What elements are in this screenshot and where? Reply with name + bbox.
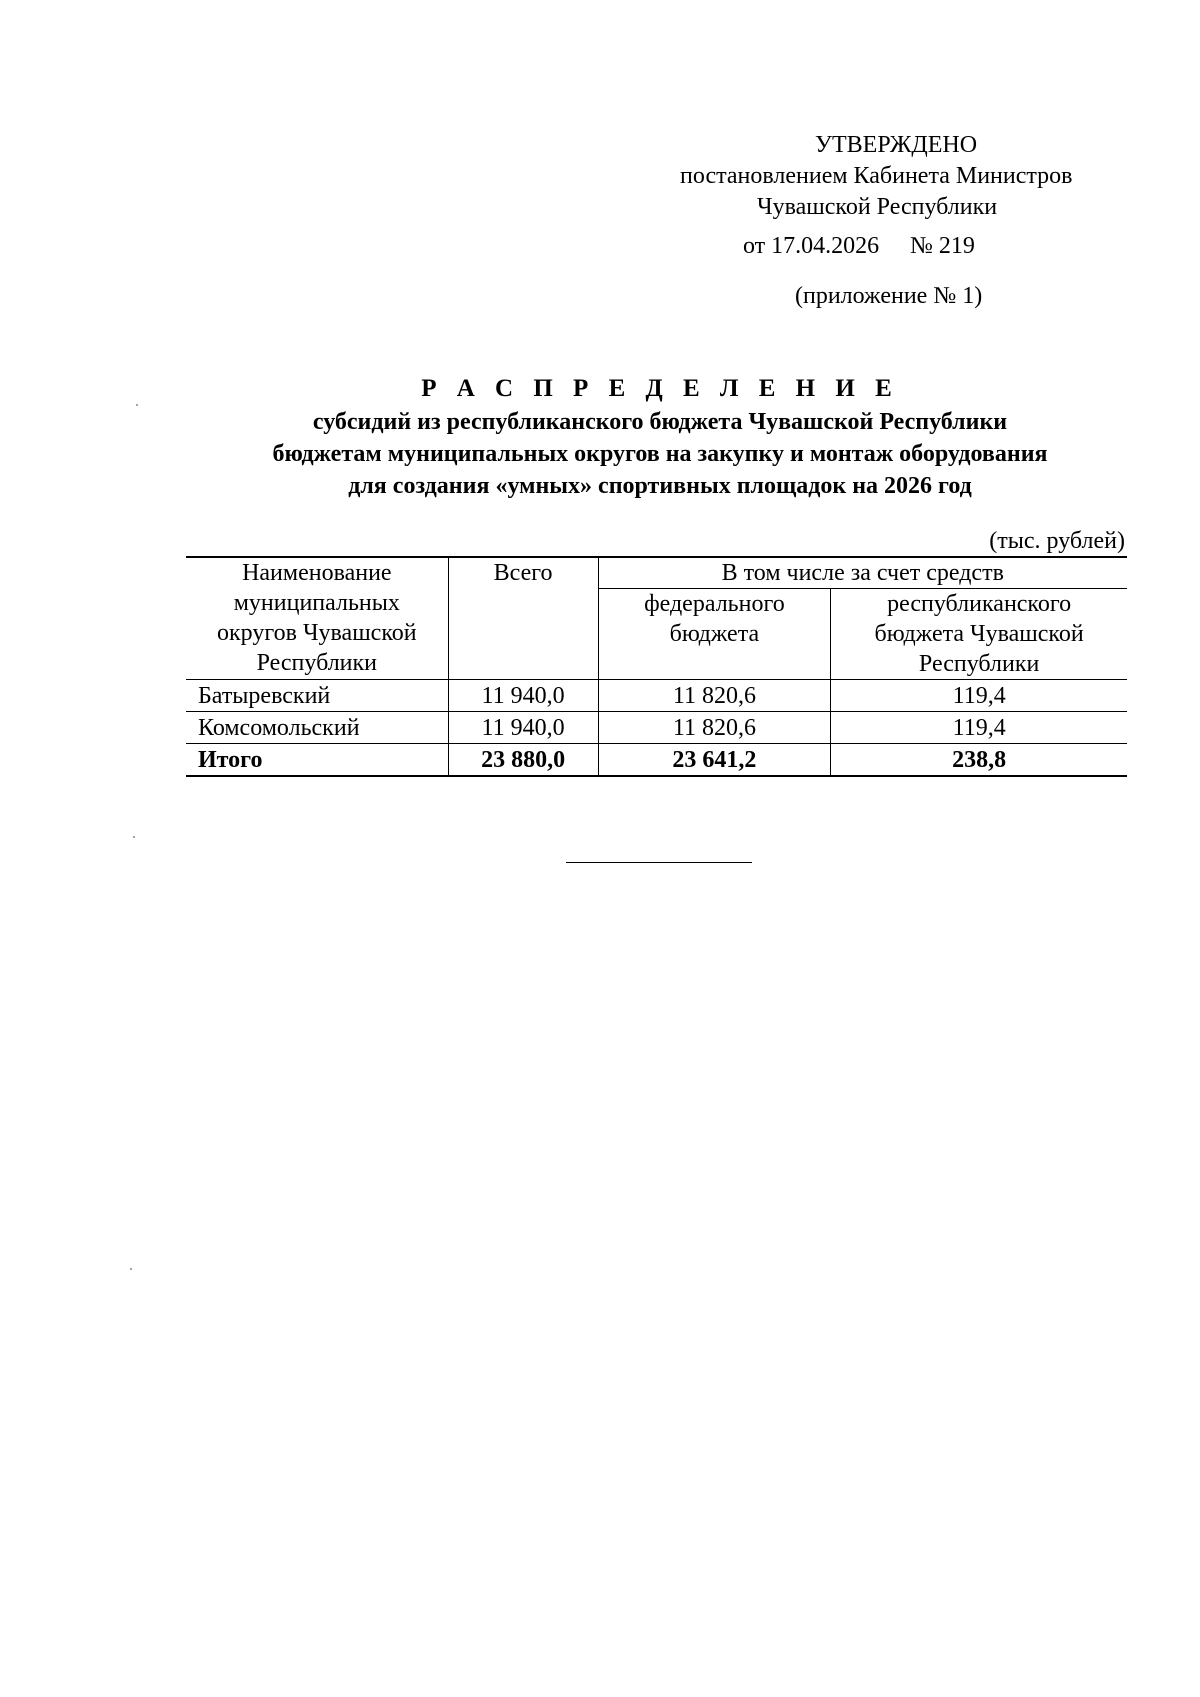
header-federal: федерального бюджета [598,589,831,680]
cell-name: Итого [186,744,448,777]
end-divider [566,862,752,863]
table-row [186,680,1127,712]
approval-date: от 17.04.2026 [743,233,880,259]
cell-republic: 119,4 [831,680,1127,712]
cell-federal: 11 820,6 [598,680,831,712]
approval-republic: Чувашской Республики [757,194,998,220]
approval-number: № 219 [910,233,975,259]
approval-authority: постановлением Кабинета Министров [680,163,1073,189]
distribution-table [186,556,1127,777]
table-header-row [186,557,1127,589]
header-total: Всего [448,557,598,680]
cell-name: Комсомольский [186,712,448,744]
cell-federal: 11 820,6 [598,712,831,744]
cell-federal: 23 641,2 [598,744,831,777]
units-label: (тыс. рублей) [989,528,1125,554]
table-row [186,712,1127,744]
title-line-3: для создания «умных» спортивных площадок на 2026 год [348,473,972,499]
scan-speck [136,404,138,406]
annex-label: (приложение № 1) [795,283,983,309]
header-including: В том числе за счет средств [598,557,1127,589]
approval-stamp: УТВЕРЖДЕНО [815,132,978,158]
title-main: Р А С П Р Е Д Е Л Е Н И Е [421,375,899,402]
header-republic: республиканского бюджета Чувашской Республики [831,589,1127,680]
title-line-1: субсидий из республиканского бюджета Чувашской Республики [312,409,1008,435]
cell-total: 23 880,0 [448,744,598,777]
cell-name: Батыревский [186,680,448,712]
cell-republic: 238,8 [831,744,1127,777]
title-line-2: бюджетам муниципальных округов на закупку и монтаж оборудования [272,441,1048,467]
cell-republic: 119,4 [831,712,1127,744]
header-name: Наименование муниципальных округов Чувашской Республики [186,557,448,680]
cell-total: 11 940,0 [448,712,598,744]
scan-speck [130,1268,132,1270]
table-total-row [186,744,1127,777]
scan-speck [133,836,135,838]
document-title [0,372,1200,502]
cell-total: 11 940,0 [448,680,598,712]
